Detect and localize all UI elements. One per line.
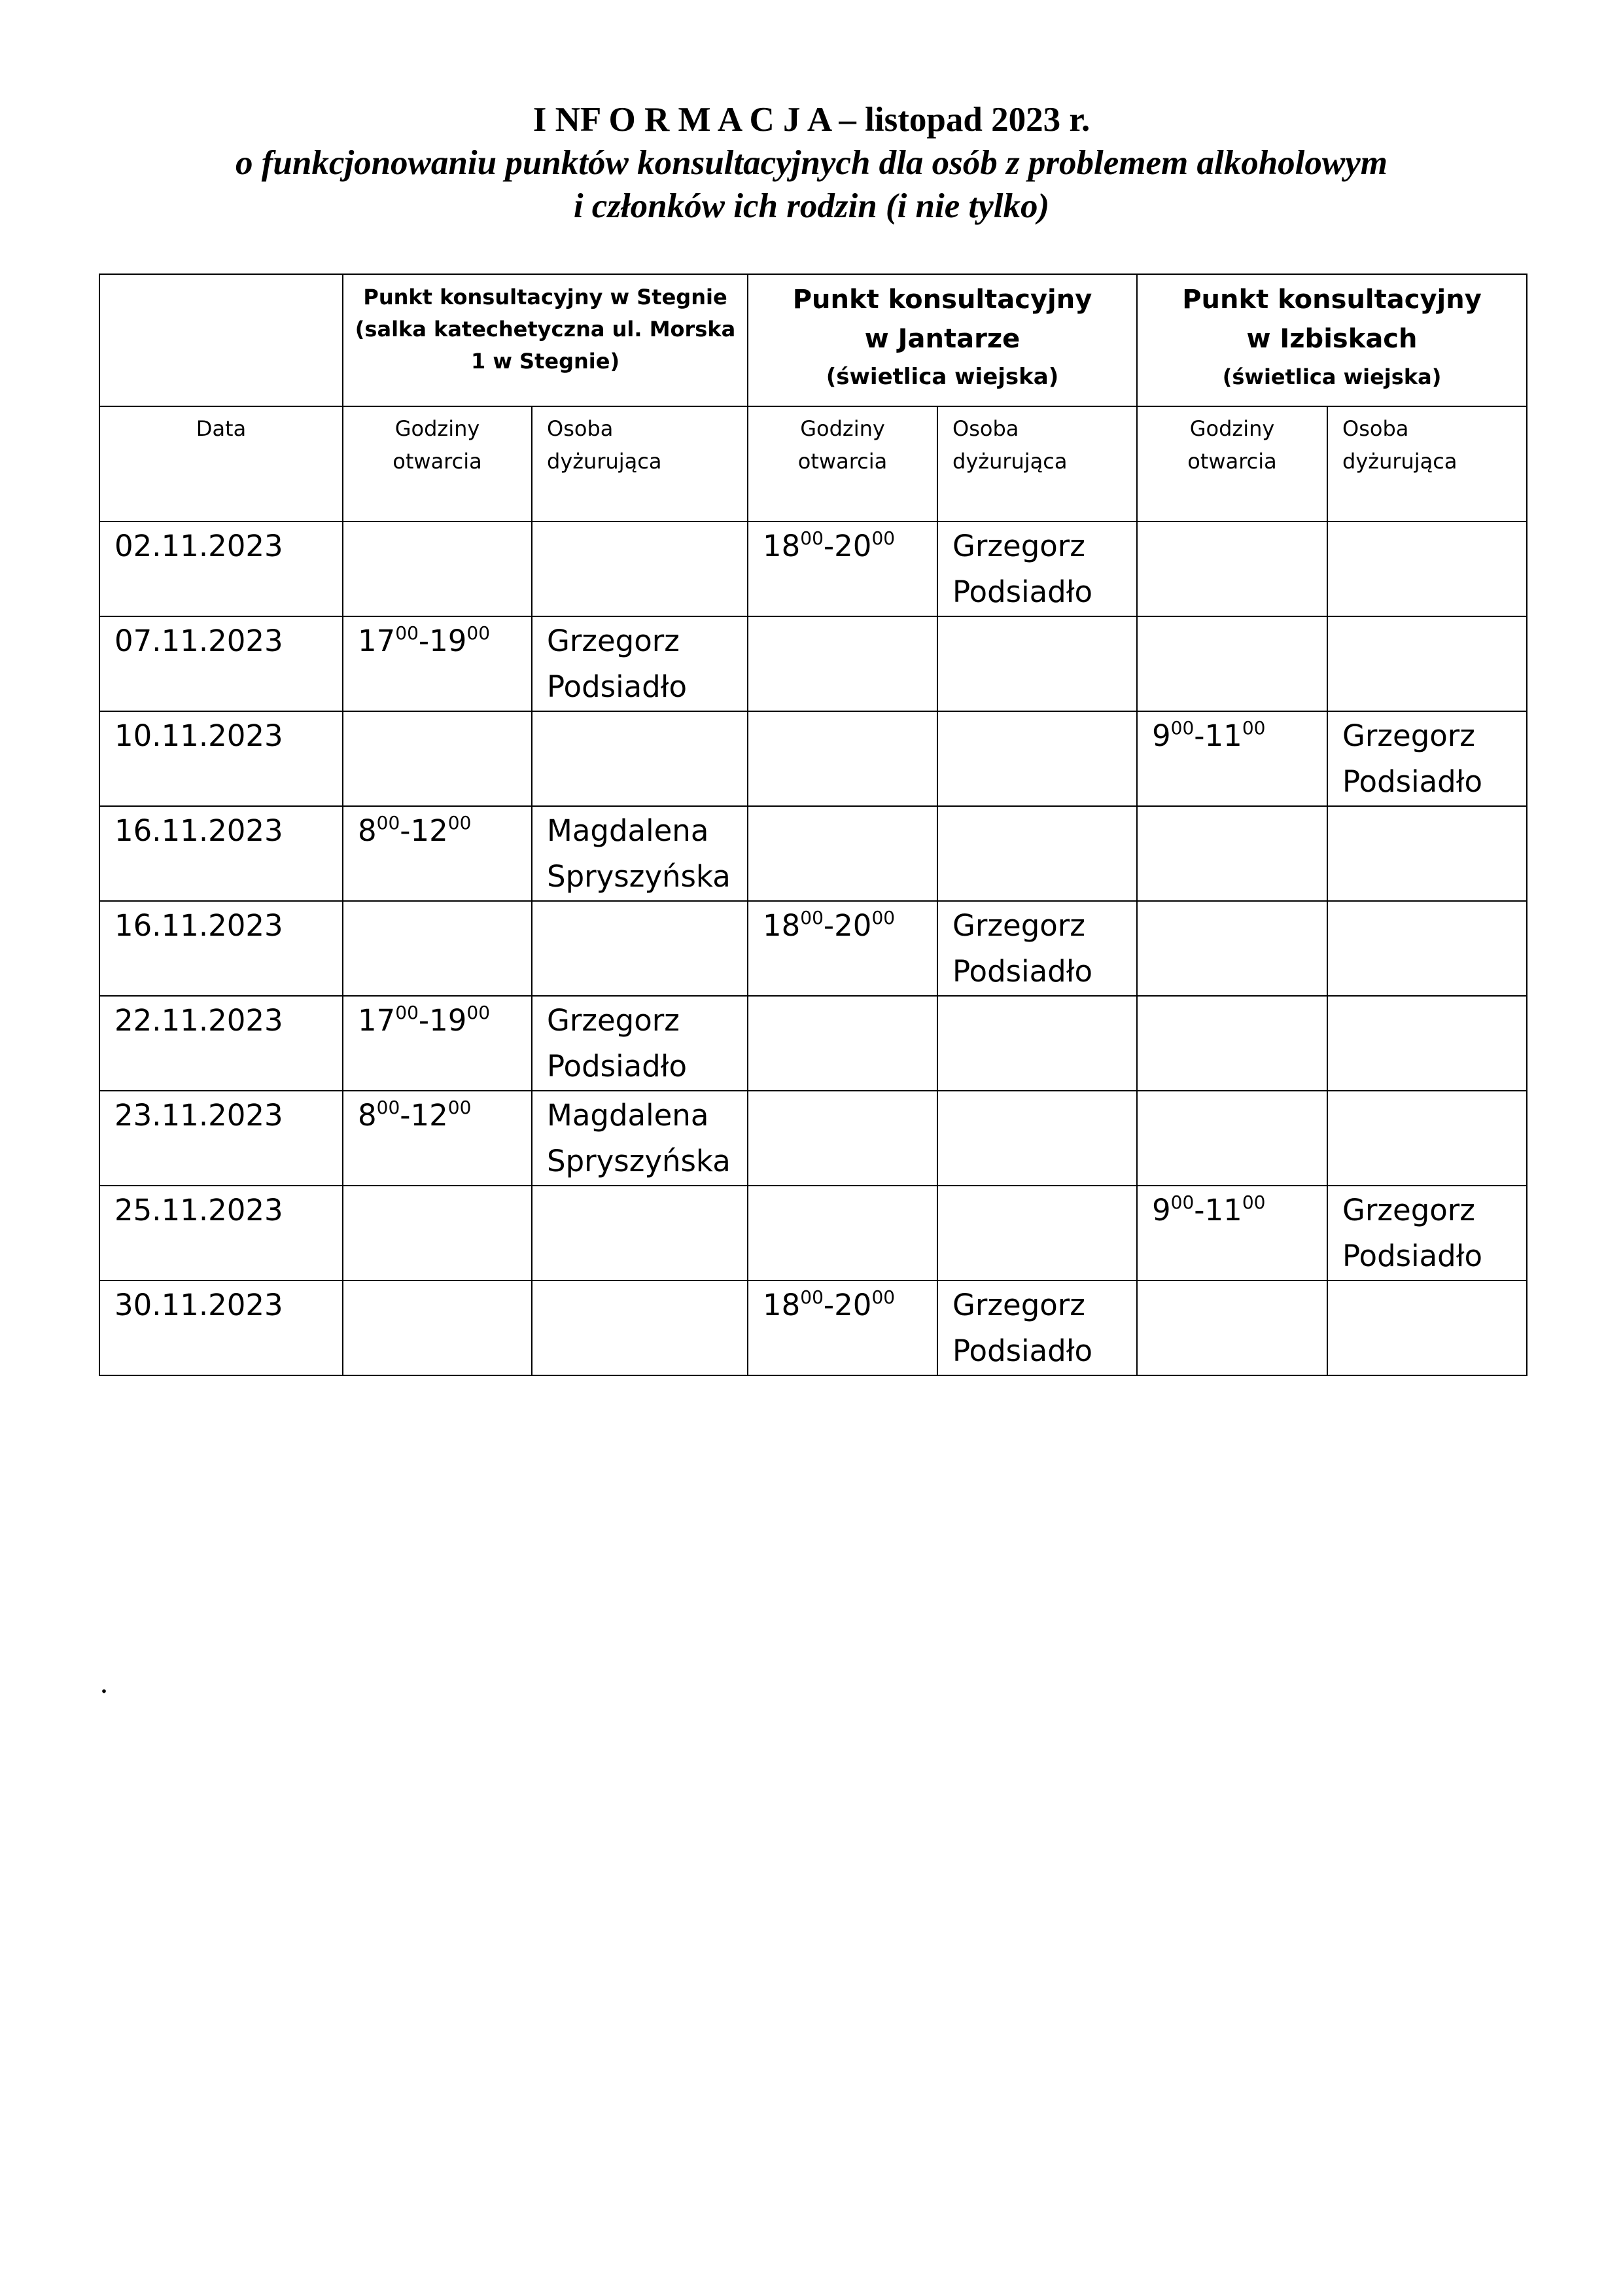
hours-cell [1137,901,1327,996]
start-minutes: 00 [1170,717,1195,739]
hours-cell [748,616,937,711]
hours-cell [748,521,937,616]
hours-cell [343,901,532,996]
person-cell [1327,711,1527,806]
person-cell [1327,996,1527,1091]
end-minutes: 00 [1242,1192,1266,1213]
person-cell [532,1280,748,1375]
person-last-name: Podsiadło [1342,1239,1483,1273]
person-first-name: Grzegorz [1342,1193,1475,1227]
hours-cell [1137,1091,1327,1186]
person-cell [937,996,1137,1091]
person-cell [937,1186,1137,1280]
schedule-table [99,274,1527,1376]
person-first-name: Grzegorz [547,1003,680,1038]
location-izbiska [1137,274,1527,406]
column-header-person [1327,406,1527,521]
date-cell: 23.11.2023 [99,1091,343,1186]
person-cell [532,711,748,806]
time-separator: - [418,1003,430,1038]
person-cell [1327,1091,1527,1186]
start-minutes: 00 [395,622,419,644]
location-izbiska-name: Punkt konsultacyjny [1182,285,1482,315]
person-last-name: Podsiadło [547,1049,688,1084]
person-last-name: Podsiadło [952,1333,1093,1368]
hours-cell [1137,521,1327,616]
location-jantar-name: Punkt konsultacyjny [792,285,1092,315]
column-header-date [99,406,343,521]
person-last-name: Spryszyńska [547,859,731,894]
title-heading: I NF O R M A C J A – listopad 2023 r. [532,101,1091,139]
person-cell [1327,521,1527,616]
title-subtitle-line-1: o funkcjonowaniu punktów konsultacyjnych dla osób z problemem alkoholowym [235,144,1388,182]
person-last-name: Podsiadło [1342,764,1483,799]
person-cell [1327,616,1527,711]
location-izbiska-venue: (świetlica wiejska) [1222,364,1442,389]
hours-cell [343,521,532,616]
end-minutes: 00 [871,1286,896,1308]
end-hour: 19 [429,1003,467,1038]
location-stegna-name: Punkt konsultacyjny w Stegnie [363,285,727,309]
schedule-row [99,806,1527,901]
start-minutes: 00 [1170,1192,1195,1213]
start-minutes: 00 [376,812,400,834]
end-minutes: 00 [466,622,491,644]
hours-cell [1137,806,1327,901]
start-minutes: 00 [800,527,824,549]
location-stegna [343,274,748,406]
end-hour: 12 [410,813,448,848]
person-cell [1327,1186,1527,1280]
column-header-hours-line-1: Godziny [394,416,480,441]
person-cell [532,996,748,1091]
column-header-hours-line-2: otwarcia [797,449,888,474]
column-header-hours-line-1: Godziny [800,416,885,441]
column-header-hours [748,406,937,521]
hours-cell [748,1280,937,1375]
column-header-person-line-1: Osoba [547,416,614,441]
schedule-row [99,616,1527,711]
person-last-name: Podsiadło [547,669,688,704]
start-hour: 17 [358,624,396,658]
person-cell [532,521,748,616]
date-cell: 16.11.2023 [99,806,343,901]
column-header-person [532,406,748,521]
person-cell [532,1091,748,1186]
person-cell [937,1091,1137,1186]
person-cell [532,616,748,711]
footer-dot: . [100,1665,108,1700]
end-hour: 12 [410,1098,448,1133]
end-hour: 11 [1204,718,1242,753]
person-last-name: Podsiadło [952,954,1093,989]
location-jantar-venue: (świetlica wiejska) [826,364,1059,390]
person-last-name: Podsiadło [952,574,1093,609]
column-header-row [99,406,1527,521]
end-minutes: 00 [447,1097,472,1118]
date-cell: 25.11.2023 [99,1186,343,1280]
hours-cell [343,806,532,901]
column-header-person-line-1: Osoba [1342,416,1409,441]
column-header-hours [343,406,532,521]
person-cell [1327,901,1527,996]
start-hour: 8 [358,1098,377,1133]
person-cell [937,521,1137,616]
column-header-person-line-1: Osoba [952,416,1019,441]
end-minutes: 00 [871,527,896,549]
end-hour: 11 [1204,1193,1242,1227]
title-subtitle-line-2: i członków ich rodzin (i nie tylko) [573,187,1050,225]
person-cell [1327,806,1527,901]
person-first-name: Grzegorz [952,529,1085,563]
date-cell: 02.11.2023 [99,521,343,616]
person-first-name: Grzegorz [952,908,1085,943]
person-last-name: Spryszyńska [547,1144,731,1178]
column-header-hours-line-1: Godziny [1189,416,1275,441]
time-separator: - [400,1098,411,1133]
person-first-name: Grzegorz [952,1288,1085,1322]
hours-cell [1137,1280,1327,1375]
person-first-name: Grzegorz [1342,718,1475,753]
column-header-hours-line-2: otwarcia [393,449,482,474]
start-hour: 8 [358,813,377,848]
person-cell [532,901,748,996]
location-header-row [99,274,1527,406]
start-hour: 17 [358,1003,396,1038]
end-minutes: 00 [447,812,472,834]
schedule-row [99,521,1527,616]
hours-cell [748,806,937,901]
location-jantar-town: w Jantarze [864,324,1021,354]
end-hour: 20 [834,529,872,563]
start-hour: 18 [763,1288,801,1322]
column-header-hours [1137,406,1327,521]
hours-cell [748,1186,937,1280]
person-first-name: Grzegorz [547,624,680,658]
start-hour: 9 [1152,718,1171,753]
person-cell [937,806,1137,901]
schedule-row [99,996,1527,1091]
end-minutes: 00 [466,1002,491,1023]
schedule-row [99,1091,1527,1186]
end-hour: 20 [834,908,872,943]
time-separator: - [823,529,835,563]
hours-cell [748,1091,937,1186]
document-title [0,98,1623,228]
schedule-row [99,1186,1527,1280]
date-cell: 07.11.2023 [99,616,343,711]
schedule-row [99,711,1527,806]
hours-cell [1137,711,1327,806]
time-separator: - [400,813,411,848]
date-cell: 22.11.2023 [99,996,343,1091]
hours-cell [1137,996,1327,1091]
empty-corner-cell [99,274,343,406]
hours-cell [748,711,937,806]
location-stegna-address-2: 1 w Stegnie) [470,349,620,374]
person-cell [532,1186,748,1280]
start-minutes: 00 [395,1002,419,1023]
start-hour: 18 [763,908,801,943]
hours-cell [343,1280,532,1375]
time-separator: - [418,624,430,658]
end-hour: 20 [834,1288,872,1322]
time-separator: - [823,1288,835,1322]
column-header-hours-line-2: otwarcia [1187,449,1277,474]
person-first-name: Magdalena [547,1098,709,1133]
end-minutes: 00 [1242,717,1266,739]
date-cell: 10.11.2023 [99,711,343,806]
person-cell [532,806,748,901]
hours-cell [1137,616,1327,711]
hours-cell [343,711,532,806]
person-cell [1327,1280,1527,1375]
time-separator: - [1194,718,1205,753]
person-cell [937,616,1137,711]
column-header-date-label: Data [196,416,247,441]
hours-cell [343,1186,532,1280]
hours-cell [343,1091,532,1186]
start-hour: 18 [763,529,801,563]
column-header-person-line-2: dyżurująca [1342,449,1457,474]
start-minutes: 00 [800,1286,824,1308]
person-cell [937,901,1137,996]
end-minutes: 00 [871,907,896,928]
schedule-row [99,1280,1527,1375]
person-first-name: Magdalena [547,813,709,848]
start-hour: 9 [1152,1193,1171,1227]
schedule-row [99,901,1527,996]
hours-cell [1137,1186,1327,1280]
hours-cell [748,996,937,1091]
hours-cell [343,616,532,711]
column-header-person-line-2: dyżurująca [547,449,662,474]
start-minutes: 00 [800,907,824,928]
person-cell [937,1280,1137,1375]
start-minutes: 00 [376,1097,400,1118]
hours-cell [748,901,937,996]
date-cell: 16.11.2023 [99,901,343,996]
location-stegna-address-1: (salka katechetyczna ul. Morska [355,317,736,342]
end-hour: 19 [429,624,467,658]
hours-cell [343,996,532,1091]
date-cell: 30.11.2023 [99,1280,343,1375]
location-izbiska-town: w Izbiskach [1246,324,1418,354]
time-separator: - [823,908,835,943]
column-header-person [937,406,1137,521]
column-header-person-line-2: dyżurująca [952,449,1068,474]
person-cell [937,711,1137,806]
location-jantar [748,274,1137,406]
time-separator: - [1194,1193,1205,1227]
